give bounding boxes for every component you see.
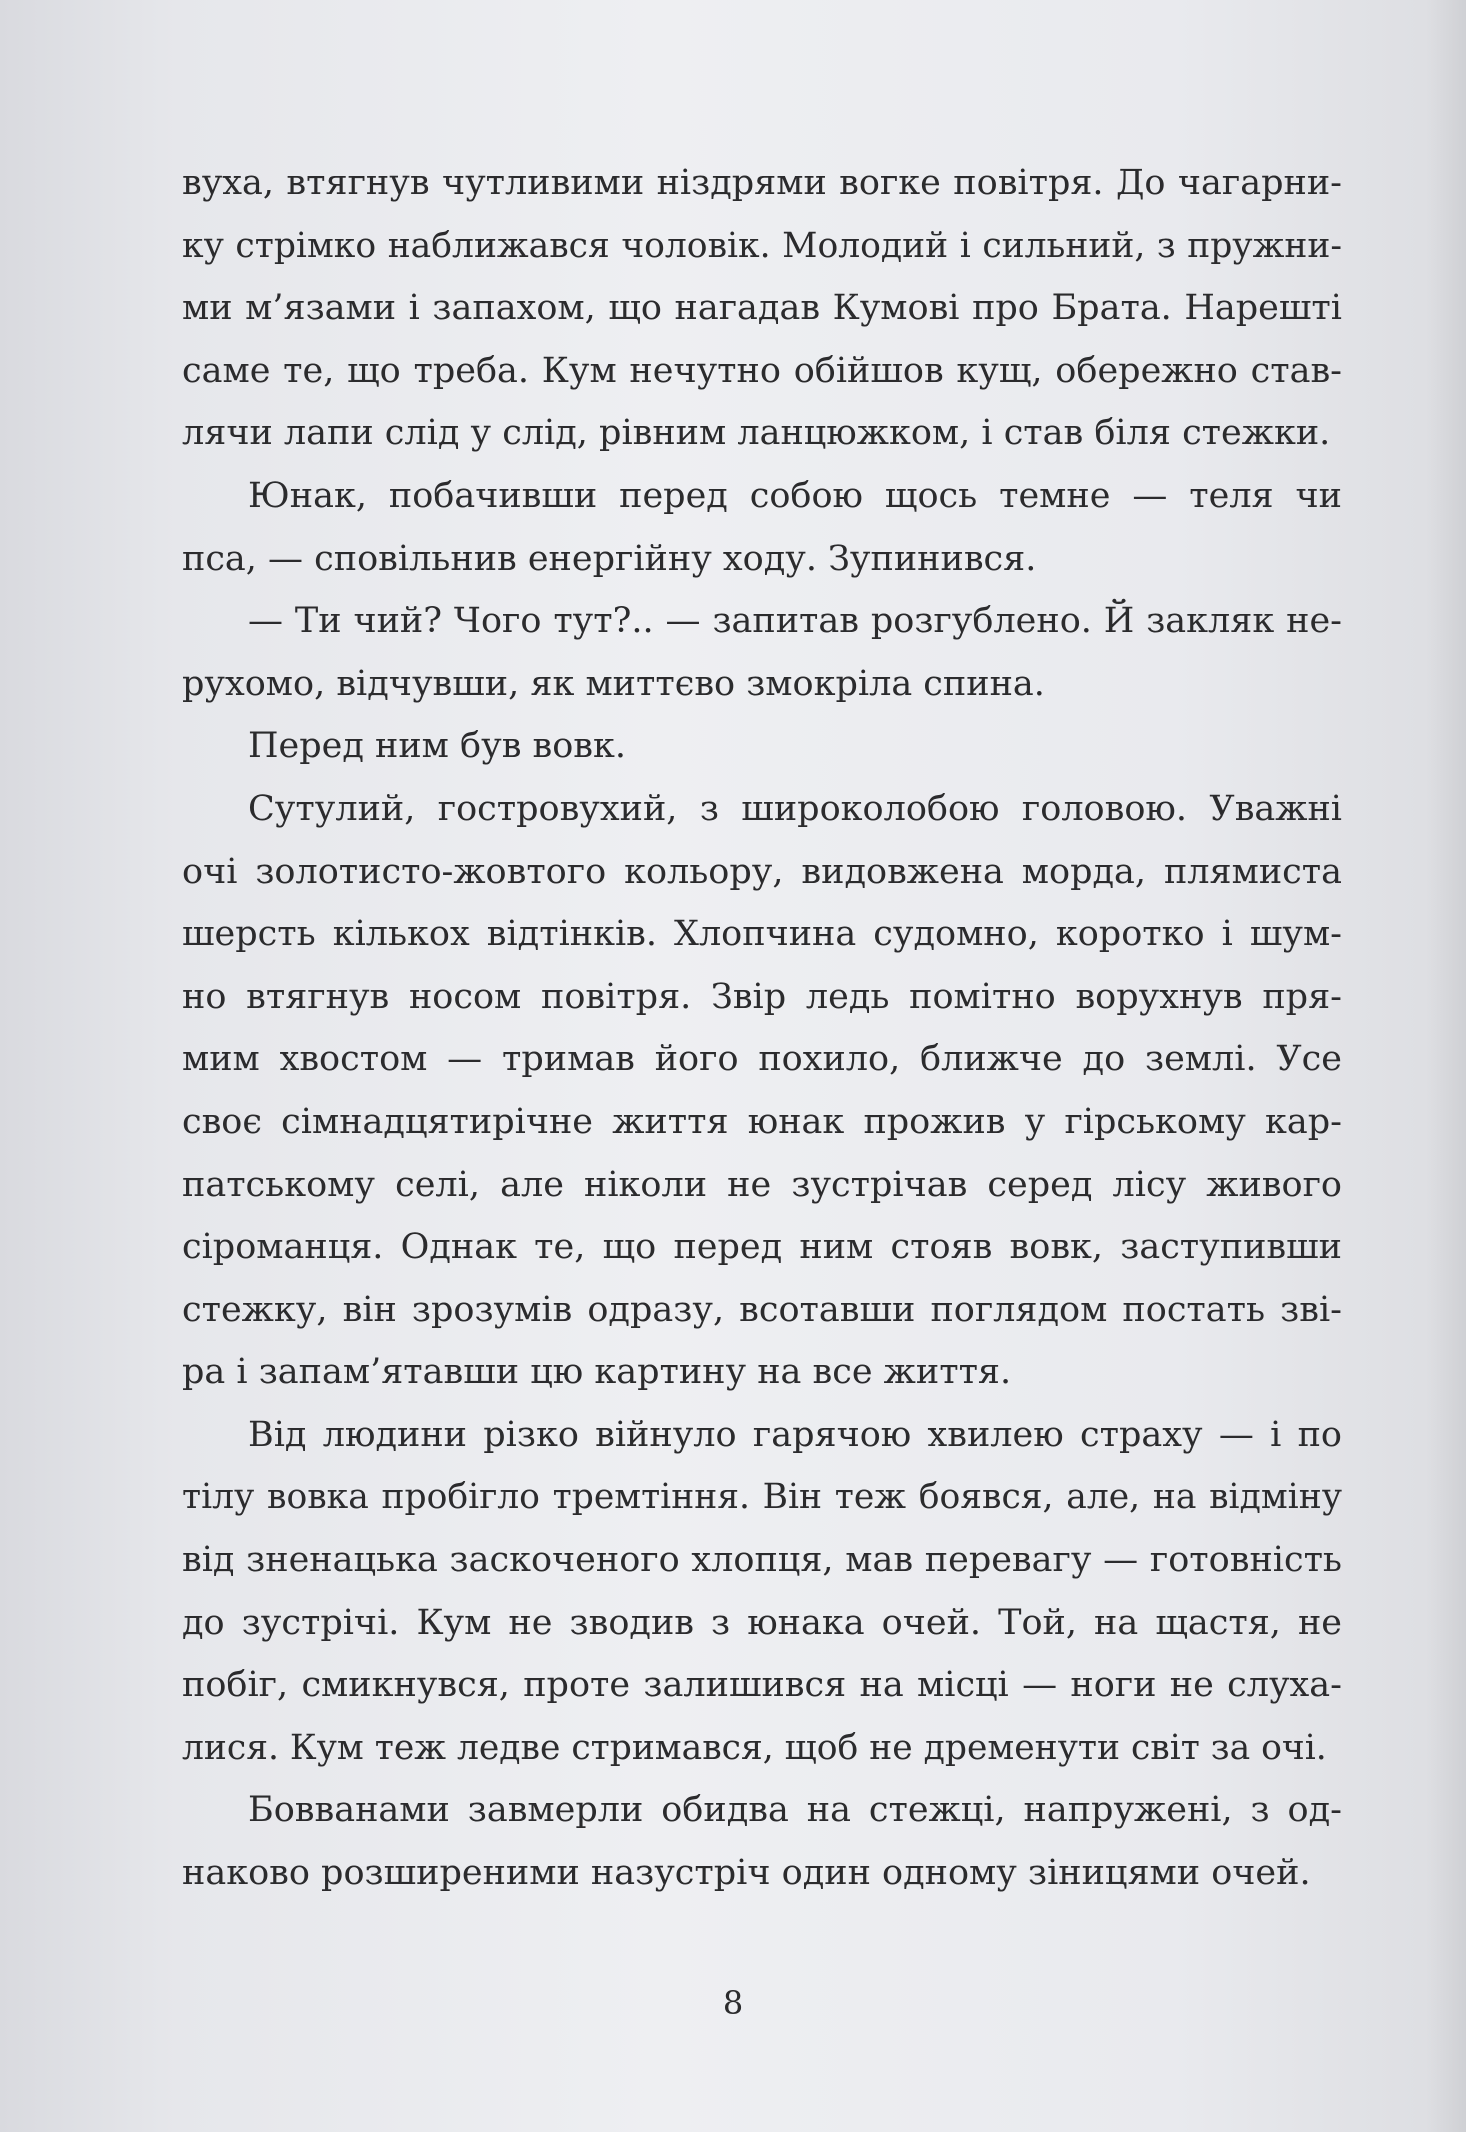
text-line: своє сімнадцятирічне життя юнак прожив у гірському кар- [182,1101,1342,1142]
text-line: лися. Кум теж ледве стримався, щоб не дременути світ за очі. [182,1727,1327,1768]
text-line: наково розширеними назустріч один одному зіницями очей. [182,1853,1311,1894]
text-line: но втягнув носом повітря. Звір ледь помітно ворухнув пря- [182,976,1342,1017]
paragraph [182,590,1342,715]
paragraph [182,778,1342,1404]
page-edge-shadow [1426,0,1466,2132]
paragraph [182,152,1342,465]
page-number: 8 [722,1984,744,2022]
text-line: — Ти чий? Чого тут?.. — запитав розгублено. Й закляк не- [248,601,1342,642]
paragraph [182,465,1342,590]
text-line: шерсть кількох відтінків. Хлопчина судомно, коротко і шум- [182,914,1342,955]
text-line: ку стрімко наближався чоловік. Молодий і сильний, з пружни- [182,225,1342,266]
text-line: Сутулий, гостровухий, з широколобою головою. Уважні [248,788,1342,829]
text-line: побіг, смикнувся, проте залишився на місці — ноги не слуха- [182,1665,1342,1706]
text-line: Юнак, побачивши перед собою щось темне — теля чи [248,475,1342,516]
paragraph [182,1404,1342,1780]
text-line: ми м’язами і запахом, що нагадав Кумові про Брата. Нарешті [182,288,1342,329]
text-line: лячи лапи слід у слід, рівним ланцюжком, і став біля стежки. [182,413,1331,454]
paragraph [182,715,1342,778]
text-line: Від людини різко війнуло гарячою хвилею страху — і по [248,1414,1342,1455]
text-line: до зустрічі. Кум не зводив з юнака очей. Той, на щастя, не [182,1602,1342,1643]
text-line: стежку, він зрозумів одразу, всотавши поглядом постать зві- [182,1289,1342,1330]
text-line: тілу вовка пробігло тремтіння. Він теж боявся, але, на відміну [182,1477,1342,1518]
body-text [182,152,1342,1905]
text-line: вуха, втягнув чутливими ніздрями вогке повітря. До чагарни- [182,163,1342,203]
text-line: ра і запам’ятавши цю картину на все життя. [182,1352,1012,1393]
paragraph [182,1779,1342,1904]
text-line: саме те, що треба. Кум нечутно обійшов кущ, обережно став- [182,350,1342,391]
text-line: пса, — сповільнив енергійну ходу. Зупинився. [182,538,1037,579]
text-line: очі золотисто-жовтого кольору, видовжена морда, плямиста [182,851,1342,892]
text-line: патському селі, але ніколи не зустрічав серед лісу живого [182,1164,1342,1205]
text-line: від зненацька заскоченого хлопця, мав перевагу — готовність [182,1540,1342,1581]
text-line: мим хвостом — тримав його похило, ближче до землі. Усе [182,1039,1342,1080]
text-line: сіроманця. Однак те, що перед ним стояв вовк, заступивши [182,1227,1342,1268]
text-line: Перед ним був вовк. [248,726,627,767]
text-line: рухомо, відчувши, як миттєво змокріла спина. [182,663,1045,704]
text-line: Бовванами завмерли обидва на стежці, напружені, з од- [248,1790,1342,1831]
